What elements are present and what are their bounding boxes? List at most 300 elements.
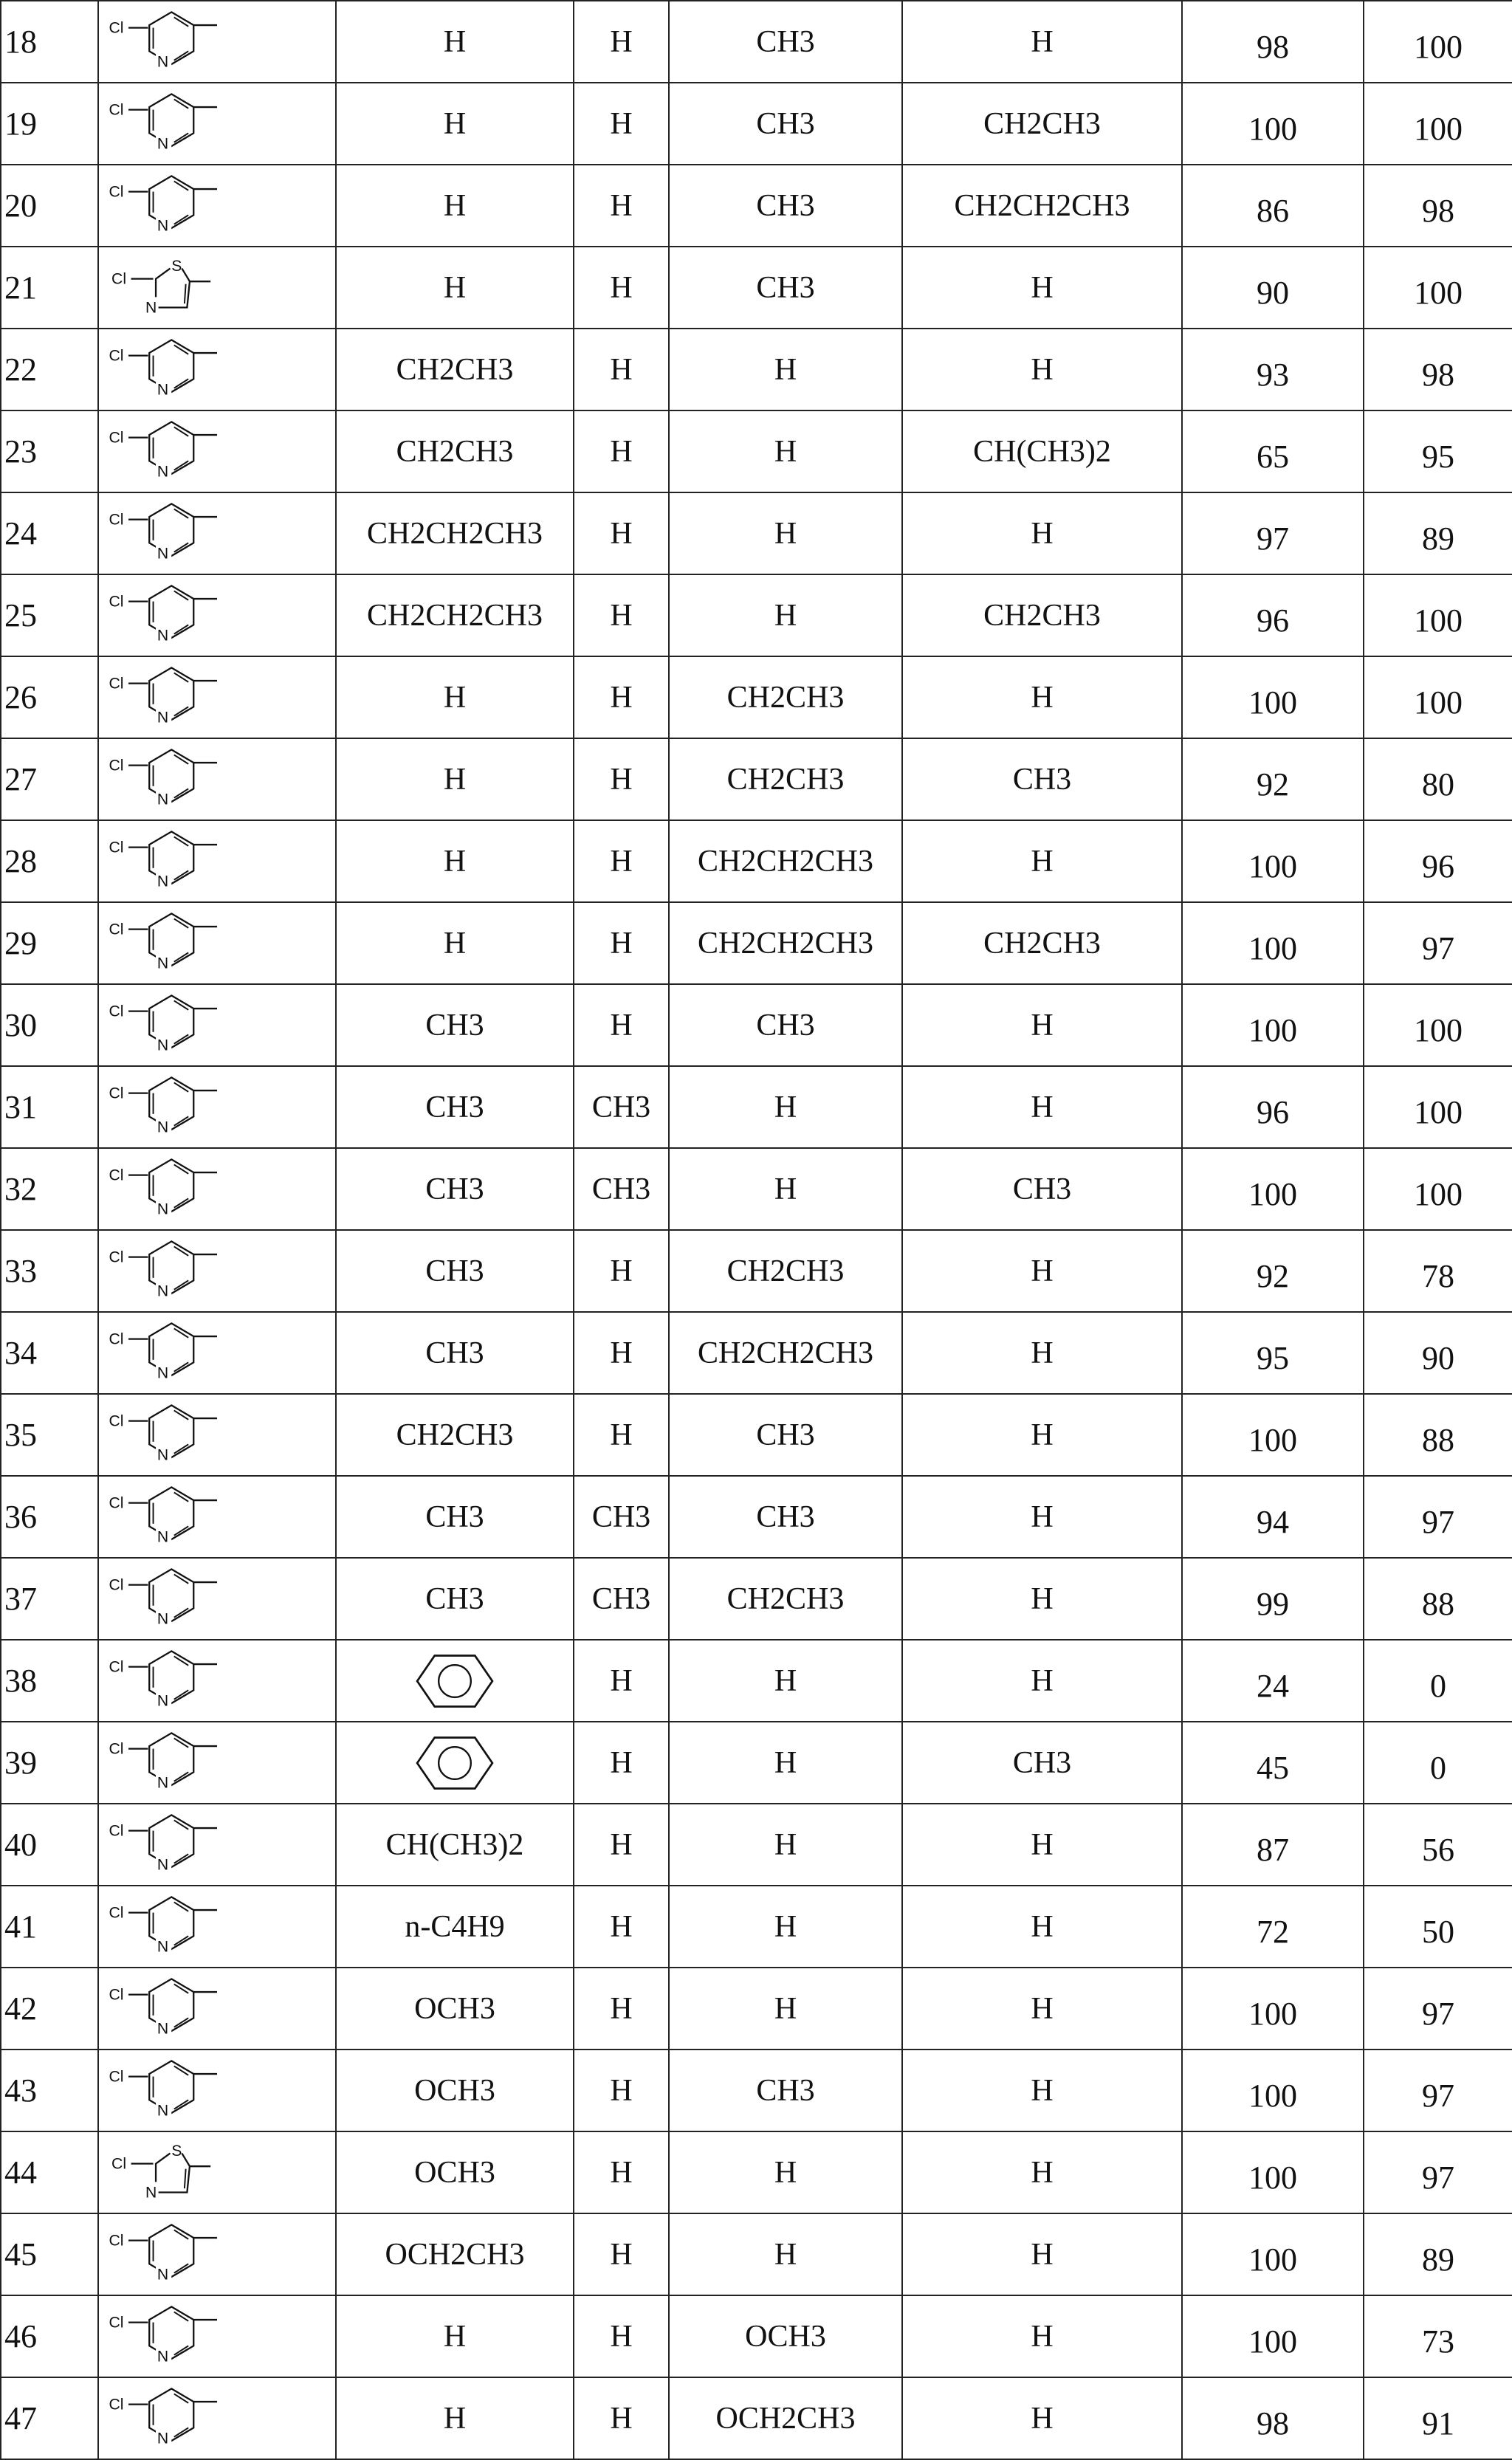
activity-value-2-text: 0 <box>1430 1668 1446 1704</box>
r4-cell <box>902 984 1182 1066</box>
r3-cell-text: H <box>774 517 797 551</box>
r3-cell-text: H <box>774 1090 797 1124</box>
activity-value-2 <box>1364 1476 1512 1558</box>
svg-text:N: N <box>157 1938 168 1955</box>
activity-value-1-text: 98 <box>1257 29 1289 65</box>
r2-cell <box>574 984 669 1066</box>
activity-value-1-text: 100 <box>1248 1422 1297 1458</box>
r4-cell <box>902 1066 1182 1148</box>
r2-cell <box>574 492 669 574</box>
compound-number <box>1 1230 98 1312</box>
table-row <box>1 1476 1512 1558</box>
table-row <box>1 1722 1512 1804</box>
svg-text:Cl: Cl <box>109 1904 124 1921</box>
r3-cell <box>669 492 902 574</box>
r1-cell <box>336 1968 574 2050</box>
activity-value-1-text: 90 <box>1257 275 1289 311</box>
svg-text:N: N <box>157 1364 168 1381</box>
r2-cell-text: H <box>610 763 632 797</box>
svg-text:Cl: Cl <box>109 1494 124 1511</box>
activity-value-1-text: 100 <box>1248 1996 1297 2032</box>
compound-number <box>1 738 98 820</box>
r1-cell-text: H <box>444 681 466 715</box>
r3-cell-text: CH3 <box>756 189 814 223</box>
compound-number-text: 47 <box>4 2400 37 2436</box>
table-row <box>1 492 1512 574</box>
compound-number-text: 27 <box>4 761 37 797</box>
r4-cell <box>902 2050 1182 2131</box>
r2-cell-text: H <box>610 517 632 551</box>
r1-cell <box>336 1640 574 1722</box>
chloropyridinyl-structure-icon <box>106 1484 328 1550</box>
r3-cell <box>669 574 902 656</box>
r1-cell-text: OCH3 <box>414 1992 495 2026</box>
activity-value-2-text: 89 <box>1422 520 1454 557</box>
heterocycle-cell <box>98 410 336 492</box>
heterocycle-cell <box>98 1394 336 1476</box>
r1-cell-text: CH3 <box>425 1090 484 1124</box>
activity-value-2 <box>1364 984 1512 1066</box>
chloropyridinyl-structure-icon <box>106 419 328 485</box>
r2-cell <box>574 2213 669 2295</box>
r1-cell <box>336 410 574 492</box>
r3-cell <box>669 820 902 902</box>
heterocycle-cell <box>98 2131 336 2213</box>
r1-cell <box>336 1558 574 1640</box>
compound-number <box>1 902 98 984</box>
compound-number-text: 29 <box>4 925 37 961</box>
r2-cell <box>574 2050 669 2131</box>
r4-cell-text: H <box>1031 2238 1053 2272</box>
activity-value-1-text: 94 <box>1257 1504 1289 1540</box>
activity-value-1-text: 100 <box>1248 1012 1297 1048</box>
r2-cell <box>574 656 669 738</box>
r1-cell <box>336 656 574 738</box>
r4-cell-text: H <box>1031 845 1053 879</box>
activity-value-2 <box>1364 902 1512 984</box>
activity-value-1 <box>1182 83 1364 165</box>
r2-cell-text: H <box>610 353 632 387</box>
activity-value-1 <box>1182 820 1364 902</box>
chloropyridinyl-structure-icon <box>106 746 328 813</box>
activity-value-1 <box>1182 902 1364 984</box>
compound-number-text: 44 <box>4 2154 37 2191</box>
r2-cell <box>574 1148 669 1230</box>
table-row <box>1 2377 1512 2459</box>
activity-value-1-text: 100 <box>1248 2241 1297 2278</box>
r1-cell <box>336 492 574 574</box>
r4-cell-text: CH(CH3)2 <box>973 435 1111 469</box>
r1-cell-text: OCH3 <box>414 2074 495 2108</box>
table-row <box>1 1394 1512 1476</box>
activity-value-1-text: 65 <box>1257 439 1289 475</box>
r2-cell <box>574 574 669 656</box>
heterocycle-cell <box>98 1558 336 1640</box>
r3-cell-text: CH2CH3 <box>727 681 845 715</box>
r1-cell-text: CH3 <box>425 1172 484 1206</box>
r3-cell-text: H <box>774 1828 797 1862</box>
r3-cell <box>669 1394 902 1476</box>
compound-number-text: 35 <box>4 1417 37 1453</box>
activity-value-2 <box>1364 1148 1512 1230</box>
r2-cell-text: H <box>610 1910 632 1944</box>
r2-cell <box>574 1230 669 1312</box>
r1-cell <box>336 247 574 329</box>
r1-cell-text: CH2CH3 <box>396 353 514 387</box>
r2-cell-text: H <box>610 2320 632 2354</box>
activity-value-2 <box>1364 1312 1512 1394</box>
heterocycle-cell <box>98 1230 336 1312</box>
r3-cell-text: CH3 <box>756 25 814 59</box>
compound-number <box>1 1312 98 1394</box>
chloropyridinyl-structure-icon <box>106 1812 328 1878</box>
r4-cell <box>902 1722 1182 1804</box>
r4-cell <box>902 1312 1182 1394</box>
r2-cell <box>574 1312 669 1394</box>
compound-number <box>1 1476 98 1558</box>
activity-value-2 <box>1364 1640 1512 1722</box>
r4-cell-text: H <box>1031 1910 1053 1944</box>
table-body <box>1 1 1512 2459</box>
r3-cell <box>669 1312 902 1394</box>
benzene-ring-icon <box>414 1652 495 1711</box>
r2-cell <box>574 738 669 820</box>
r2-cell <box>574 1640 669 1722</box>
r4-cell <box>902 1968 1182 2050</box>
r3-cell <box>669 165 902 247</box>
r1-cell-text: CH2CH2CH3 <box>367 599 543 633</box>
activity-value-1-text: 92 <box>1257 1258 1289 1294</box>
activity-value-2-text: 98 <box>1422 357 1454 393</box>
r3-cell <box>669 738 902 820</box>
svg-text:N: N <box>157 1200 168 1217</box>
activity-value-2 <box>1364 656 1512 738</box>
svg-text:Cl: Cl <box>109 921 124 938</box>
heterocycle-cell <box>98 984 336 1066</box>
r4-cell <box>902 1558 1182 1640</box>
heterocycle-cell <box>98 1 336 83</box>
r2-cell <box>574 329 669 410</box>
activity-value-2-text: 97 <box>1422 1504 1454 1540</box>
r3-cell <box>669 1804 902 1886</box>
r4-cell <box>902 492 1182 574</box>
svg-text:Cl: Cl <box>109 839 124 856</box>
r3-cell <box>669 984 902 1066</box>
activity-value-2-text: 100 <box>1414 1094 1463 1130</box>
r3-cell-text: CH2CH2CH3 <box>698 1336 873 1370</box>
r4-cell-text: H <box>1031 2320 1053 2354</box>
compound-number-text: 38 <box>4 1663 37 1699</box>
r4-cell <box>902 820 1182 902</box>
r3-cell-text: CH3 <box>756 1418 814 1452</box>
activity-value-2-text: 88 <box>1422 1586 1454 1622</box>
svg-text:N: N <box>157 791 168 808</box>
svg-text:N: N <box>157 1610 168 1627</box>
heterocycle-cell <box>98 83 336 165</box>
activity-value-1-text: 24 <box>1257 1668 1289 1704</box>
r3-cell <box>669 1640 902 1722</box>
r4-cell-text: H <box>1031 1582 1053 1616</box>
activity-value-2 <box>1364 2050 1512 2131</box>
heterocycle-cell <box>98 1640 336 1722</box>
compound-number-text: 40 <box>4 1827 37 1863</box>
activity-value-2 <box>1364 2295 1512 2377</box>
svg-text:Cl: Cl <box>109 1085 124 1102</box>
activity-value-1-text: 100 <box>1248 1176 1297 1212</box>
svg-text:N: N <box>157 1282 168 1299</box>
activity-value-2-text: 0 <box>1430 1750 1446 1786</box>
compound-number <box>1 1886 98 1968</box>
chloropyridinyl-structure-icon <box>106 1894 328 1960</box>
heterocycle-cell <box>98 574 336 656</box>
compound-number <box>1 1066 98 1148</box>
r3-cell <box>669 2377 902 2459</box>
heterocycle-cell <box>98 247 336 329</box>
r3-cell <box>669 1066 902 1148</box>
r3-cell <box>669 1722 902 1804</box>
table-row <box>1 902 1512 984</box>
compound-number-text: 39 <box>4 1745 37 1781</box>
r3-cell-text: H <box>774 2238 797 2272</box>
r1-cell-text: H <box>444 2402 466 2436</box>
r2-cell-text: CH3 <box>592 1582 650 1616</box>
chloropyridinyl-structure-icon <box>106 1730 328 1796</box>
activity-value-1 <box>1182 1148 1364 1230</box>
compound-number-text: 41 <box>4 1908 37 1945</box>
activity-value-1-text: 95 <box>1257 1340 1289 1376</box>
r2-cell-text: H <box>610 1828 632 1862</box>
activity-value-2 <box>1364 738 1512 820</box>
r1-cell-text: OCH2CH3 <box>385 2238 524 2272</box>
table-row <box>1 1 1512 83</box>
compound-number <box>1 820 98 902</box>
r3-cell-text: CH3 <box>756 1500 814 1534</box>
table-row <box>1 1230 1512 1312</box>
activity-value-1-text: 97 <box>1257 520 1289 557</box>
svg-text:Cl: Cl <box>111 2155 126 2172</box>
r2-cell-text: H <box>610 1664 632 1698</box>
activity-value-1 <box>1182 1394 1364 1476</box>
heterocycle-cell <box>98 2213 336 2295</box>
r1-cell-text: CH3 <box>425 1582 484 1616</box>
svg-text:Cl: Cl <box>109 347 124 364</box>
table-row <box>1 1640 1512 1722</box>
activity-value-2-text: 97 <box>1422 1996 1454 2032</box>
compound-number-text: 34 <box>4 1335 37 1371</box>
r2-cell-text: H <box>610 1418 632 1452</box>
r4-cell-text: CH3 <box>1013 763 1071 797</box>
svg-text:N: N <box>157 1528 168 1545</box>
chloropyridinyl-structure-icon <box>106 992 328 1059</box>
compound-number <box>1 329 98 410</box>
r3-cell-text: H <box>774 435 797 469</box>
compound-number-text: 19 <box>4 106 37 142</box>
r1-cell <box>336 1722 574 1804</box>
r2-cell <box>574 2377 669 2459</box>
compound-number <box>1 2131 98 2213</box>
activity-value-1 <box>1182 2213 1364 2295</box>
r1-cell <box>336 738 574 820</box>
r3-cell <box>669 1558 902 1640</box>
compound-number <box>1 2377 98 2459</box>
heterocycle-cell <box>98 2295 336 2377</box>
activity-value-1 <box>1182 1640 1364 1722</box>
activity-value-1 <box>1182 1312 1364 1394</box>
activity-value-2-text: 100 <box>1414 1176 1463 1212</box>
r4-cell-text: H <box>1031 271 1053 305</box>
compound-number-text: 46 <box>4 2318 37 2354</box>
svg-text:N: N <box>157 545 168 562</box>
heterocycle-cell <box>98 1722 336 1804</box>
svg-text:Cl: Cl <box>109 1576 124 1593</box>
table-row <box>1 820 1512 902</box>
r1-cell <box>336 329 574 410</box>
compound-number <box>1 1968 98 2050</box>
compound-number <box>1 2213 98 2295</box>
r2-cell <box>574 1722 669 1804</box>
activity-value-2-text: 96 <box>1422 848 1454 884</box>
r4-cell <box>902 247 1182 329</box>
heterocycle-cell <box>98 1886 336 1968</box>
r2-cell <box>574 820 669 902</box>
svg-text:Cl: Cl <box>109 183 124 200</box>
r1-cell <box>336 165 574 247</box>
svg-text:S: S <box>171 2143 182 2160</box>
activity-value-2 <box>1364 1066 1512 1148</box>
r3-cell <box>669 902 902 984</box>
r4-cell <box>902 738 1182 820</box>
r3-cell <box>669 1 902 83</box>
r3-cell <box>669 2295 902 2377</box>
r1-cell <box>336 1148 574 1230</box>
activity-value-2-text: 100 <box>1414 1012 1463 1048</box>
activity-value-1-text: 100 <box>1248 848 1297 884</box>
activity-value-2-text: 97 <box>1422 2160 1454 2196</box>
r1-cell <box>336 1804 574 1886</box>
heterocycle-cell <box>98 2377 336 2459</box>
r4-cell-text: H <box>1031 1664 1053 1698</box>
heterocycle-cell <box>98 165 336 247</box>
svg-text:Cl: Cl <box>109 1740 124 1757</box>
r1-cell-text: CH2CH3 <box>396 435 514 469</box>
r4-cell <box>902 165 1182 247</box>
svg-text:Cl: Cl <box>109 1003 124 1020</box>
r4-cell-text: H <box>1031 1500 1053 1534</box>
r1-cell-text: H <box>444 763 466 797</box>
activity-value-2-text: 78 <box>1422 1258 1454 1294</box>
r3-cell <box>669 2050 902 2131</box>
r1-cell <box>336 1886 574 1968</box>
activity-value-2 <box>1364 2131 1512 2213</box>
r4-cell <box>902 574 1182 656</box>
activity-value-1-text: 100 <box>1248 2323 1297 2360</box>
compound-number <box>1 1148 98 1230</box>
r4-cell-text: CH2CH2CH3 <box>954 189 1130 223</box>
activity-value-2-text: 73 <box>1422 2323 1454 2360</box>
chlorothiazolyl-structure-icon <box>106 2140 328 2206</box>
svg-text:Cl: Cl <box>109 511 124 528</box>
activity-value-2 <box>1364 83 1512 165</box>
activity-value-2-text: 91 <box>1422 2405 1454 2442</box>
svg-text:Cl: Cl <box>109 1986 124 2003</box>
chloropyridinyl-structure-icon <box>106 1074 328 1141</box>
r3-cell <box>669 247 902 329</box>
r2-cell-text: H <box>610 25 632 59</box>
r2-cell <box>574 1968 669 2050</box>
chloropyridinyl-structure-icon <box>106 583 328 649</box>
chloropyridinyl-structure-icon <box>106 91 328 157</box>
chloropyridinyl-structure-icon <box>106 1566 328 1632</box>
activity-value-2 <box>1364 820 1512 902</box>
r1-cell <box>336 2295 574 2377</box>
r2-cell-text: H <box>610 1992 632 2026</box>
activity-value-1 <box>1182 165 1364 247</box>
r2-cell <box>574 1886 669 1968</box>
activity-value-1 <box>1182 1558 1364 1640</box>
heterocycle-cell <box>98 820 336 902</box>
r3-cell-text: H <box>774 1746 797 1780</box>
chlorothiazolyl-structure-icon <box>106 255 328 321</box>
svg-text:N: N <box>157 381 168 398</box>
r3-cell-text: CH3 <box>756 1009 814 1042</box>
compound-number <box>1 1558 98 1640</box>
r4-cell-text: H <box>1031 1009 1053 1042</box>
r3-cell-text: H <box>774 1992 797 2026</box>
activity-value-1-text: 99 <box>1257 1586 1289 1622</box>
table-row <box>1 1148 1512 1230</box>
r2-cell-text: H <box>610 2238 632 2272</box>
r1-cell-text: H <box>444 189 466 223</box>
activity-value-1 <box>1182 2295 1364 2377</box>
r3-cell <box>669 656 902 738</box>
r2-cell <box>574 165 669 247</box>
heterocycle-cell <box>98 329 336 410</box>
r2-cell <box>574 1394 669 1476</box>
activity-value-1 <box>1182 492 1364 574</box>
activity-value-2-text: 88 <box>1422 1422 1454 1458</box>
r1-cell <box>336 820 574 902</box>
activity-value-2-text: 89 <box>1422 2241 1454 2278</box>
heterocycle-cell <box>98 902 336 984</box>
r1-cell <box>336 1394 574 1476</box>
svg-text:N: N <box>157 2430 168 2447</box>
r1-cell-text: CH3 <box>425 1254 484 1288</box>
r3-cell-text: H <box>774 353 797 387</box>
benzene-ring-icon <box>414 1734 495 1793</box>
compound-number <box>1 574 98 656</box>
r1-cell <box>336 1230 574 1312</box>
r2-cell <box>574 1 669 83</box>
compound-number <box>1 1394 98 1476</box>
r2-cell <box>574 83 669 165</box>
svg-text:Cl: Cl <box>109 101 124 118</box>
activity-value-1-text: 96 <box>1257 602 1289 639</box>
r4-cell-text: CH2CH3 <box>983 927 1101 961</box>
compound-number <box>1 1640 98 1722</box>
compound-number <box>1 984 98 1066</box>
svg-text:N: N <box>145 2184 157 2201</box>
svg-text:N: N <box>157 709 168 726</box>
chloropyridinyl-structure-icon <box>106 2058 328 2124</box>
r1-cell <box>336 902 574 984</box>
r1-cell-text: H <box>444 271 466 305</box>
svg-text:N: N <box>157 1856 168 1873</box>
activity-value-1 <box>1182 1066 1364 1148</box>
r3-cell-text: CH2CH2CH3 <box>698 845 873 879</box>
r4-cell <box>902 329 1182 410</box>
r3-cell-text: H <box>774 1910 797 1944</box>
r2-cell-text: H <box>610 107 632 141</box>
